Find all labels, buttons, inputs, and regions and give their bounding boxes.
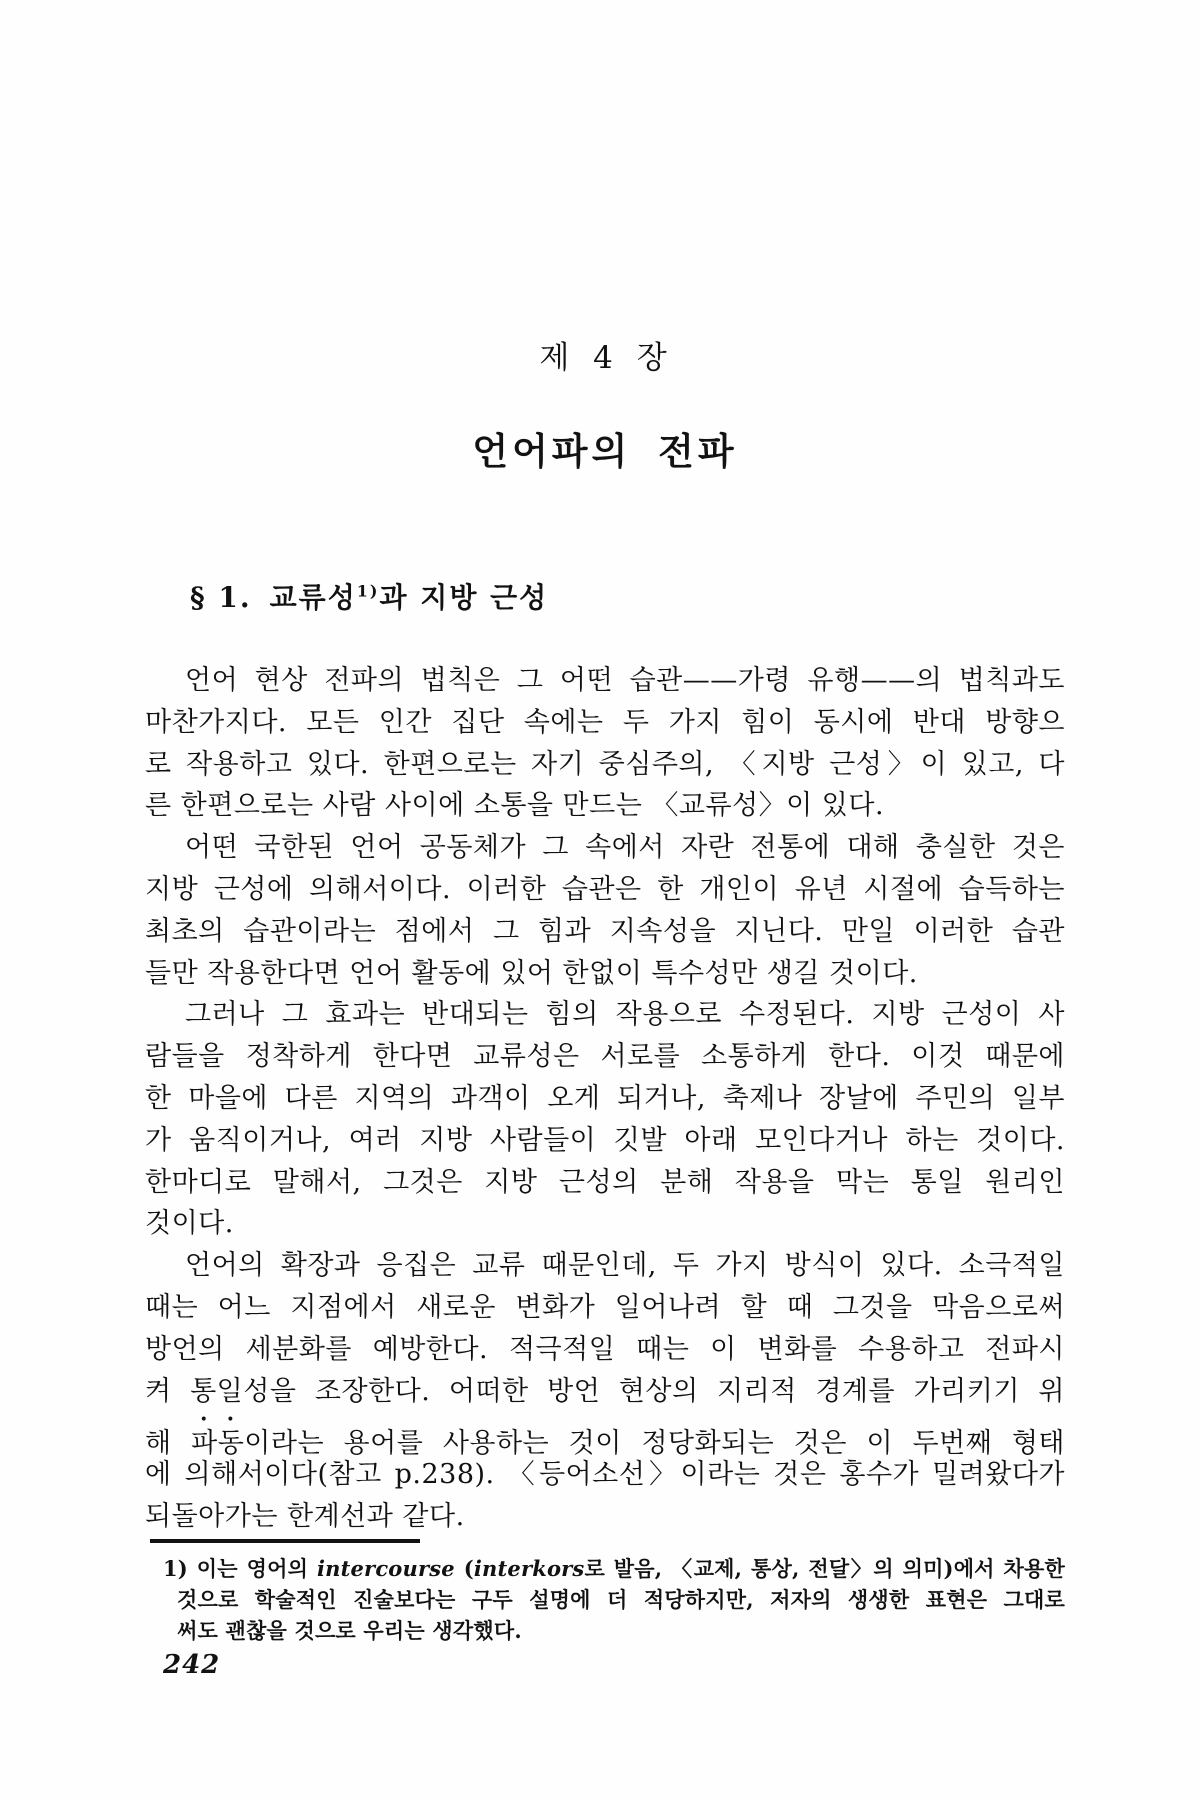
body-text — [145, 660, 1065, 1538]
body-line: 어떤 국한된 언어 공동체가 그 속에서 자란 전통에 대해 충실한 것은 — [185, 832, 1065, 864]
section-number: § 1. — [190, 581, 252, 614]
body-line: 언어 현상 전파의 법칙은 그 어떤 습관——가령 유행——의 법칙과도 — [185, 665, 1065, 696]
body-line: 켜 통일성을 조장한다. 어떠한 방언 현상의 지리적 경계를 가리키기 위 — [145, 1375, 1065, 1407]
body-line: 마찬가지다. 모든 인간 집단 속에는 두 가지 힘이 동시에 반대 방향으 — [145, 706, 1065, 738]
body-line: 른 한편으로는 사람 사이에 소통을 만드는 〈교류성〉이 있다. — [145, 790, 885, 822]
section-title-part2: 과 지방 근성 — [379, 581, 549, 614]
body-line: 에 의해서이다(참고 p.238). 〈등어소선〉이라는 것은 홍수가 밀려왔다가 — [145, 1459, 1065, 1491]
body-line: 때는 어느 지점에서 새로운 변화가 일어나려 할 때 그것을 막음으로써 — [145, 1291, 1065, 1323]
body-line: 들만 작용한다면 언어 활동에 있어 한없이 특수성만 생길 것이다. — [145, 957, 918, 989]
footnote-loanword: interkors — [473, 1556, 585, 1581]
footnote-segment: ( — [454, 1556, 474, 1581]
page-title: 언어파의 전파 — [472, 429, 738, 473]
page-number: 242 — [163, 1650, 221, 1680]
footnote-line — [163, 1553, 1065, 1584]
body-line — [145, 1412, 1065, 1460]
body-line-segment: 이라는 용어를 사용하는 것이 정당화되는 것은 이 두번째 형태 — [244, 1428, 1065, 1460]
body-line: 한 마을에 다른 지역의 과객이 오게 되거나, 축제나 장날에 주민의 일부 — [145, 1082, 1065, 1114]
body-line: 지방 근성에 의해서이다. 이러한 습관은 한 개인이 유년 시절에 습득하는 — [145, 873, 1065, 905]
body-line-segment: 해 — [145, 1428, 192, 1460]
body-line: 람들을 정착하게 한다면 교류성은 서로를 소통하게 한다. 이것 때문에 — [145, 1041, 1065, 1073]
body-line: 언어의 확장과 응집은 교류 때문인데, 두 가지 방식이 있다. 소극적일 — [185, 1250, 1065, 1282]
section-heading — [190, 576, 548, 616]
body-line: 되돌아가는 한계선과 같다. — [145, 1500, 465, 1532]
body-line: 한마디로 말해서, 그것은 지방 근성의 분해 작용을 막는 통일 원리인 — [145, 1166, 1065, 1198]
body-line: 것이다. — [145, 1208, 234, 1240]
footnote-loanword: intercourse — [316, 1556, 455, 1581]
section-title-part1: 교류성 — [269, 581, 357, 614]
body-line: 가 움직이거나, 여러 지방 사람들이 깃발 아래 모인다거나 하는 것이다. — [145, 1124, 1065, 1156]
body-line: 방언의 세분화를 예방한다. 적극적일 때는 이 변화를 수용하고 전파시 — [145, 1333, 1065, 1365]
footnote-segment: 로 발음, 〈교제, 통상, 전달〉의 의미)에서 차용한 — [584, 1556, 1065, 1581]
footnote-line: 것으로 학술적인 진술보다는 구두 설명에 더 적당하지만, 저자의 생생한 표현은 그대로 — [177, 1587, 1065, 1612]
footnote-reference-mark: 1) — [356, 581, 380, 601]
footnote-separator — [150, 1539, 420, 1543]
footnote-line: 써도 괜찮을 것으로 우리는 생각했다. — [177, 1618, 522, 1643]
chapter-label: 제 4 장 — [539, 340, 671, 376]
emphasized-term: 파동 — [191, 1428, 245, 1460]
body-line: 로 작용하고 있다. 한편으로는 자기 중심주의, 〈지방 근성〉이 있고, 다 — [145, 748, 1065, 780]
body-line: 그러나 그 효과는 반대되는 힘의 작용으로 수정된다. 지방 근성이 사 — [185, 999, 1065, 1031]
footnote — [163, 1553, 1065, 1646]
body-line: 최초의 습관이라는 점에서 그 힘과 지속성을 지닌다. 만일 이러한 습관 — [145, 915, 1065, 947]
footnote-segment: 1) 이는 영어의 — [163, 1556, 317, 1581]
